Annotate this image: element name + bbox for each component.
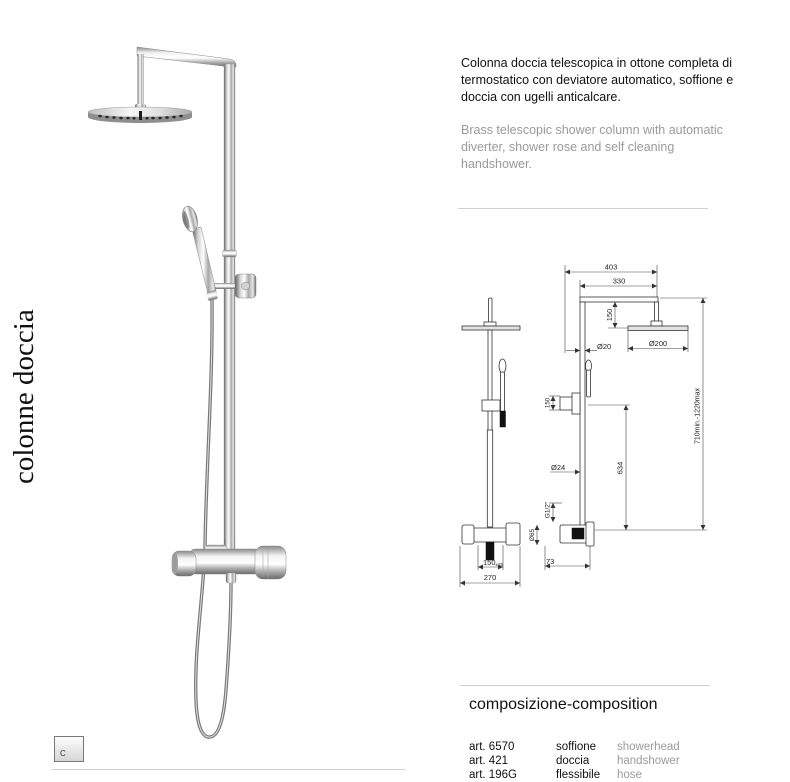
thermostatic-mixer bbox=[172, 538, 286, 583]
head-mount bbox=[651, 321, 662, 326]
holder-outline bbox=[482, 400, 500, 411]
dim-spacing: 150 bbox=[483, 558, 496, 567]
mixer-left-knob bbox=[462, 525, 474, 544]
finish-badge bbox=[54, 736, 84, 762]
item-name-english: handshower bbox=[617, 755, 680, 767]
divider bbox=[52, 769, 405, 770]
description-italian bbox=[461, 55, 733, 106]
head-pipe bbox=[489, 298, 493, 324]
side-view bbox=[529, 263, 707, 571]
overhead-shower-head bbox=[88, 104, 192, 123]
holder-clamp bbox=[572, 393, 580, 414]
description-english bbox=[461, 122, 723, 173]
section-title: colonne doccia bbox=[8, 309, 40, 484]
dim-width: 270 bbox=[483, 573, 497, 582]
composition-table bbox=[469, 740, 769, 782]
article-code: art. 196G bbox=[469, 769, 517, 781]
telescopic-joint bbox=[223, 250, 237, 257]
divider bbox=[460, 685, 710, 686]
dim-height-range: 710min.-1220max bbox=[694, 387, 702, 445]
shower-arm-drop bbox=[138, 54, 144, 106]
handshower bbox=[180, 205, 218, 301]
dim-head-diameter: Ø200 bbox=[648, 339, 668, 348]
handshower-handle-outline bbox=[501, 372, 505, 412]
handshower-head-outline bbox=[499, 359, 506, 373]
dim-holder-height: 150 bbox=[545, 397, 552, 409]
composition-row bbox=[469, 754, 769, 768]
dim-connection: G1/2" bbox=[544, 501, 552, 519]
dim-lower-pipe-diameter: Ø24 bbox=[551, 463, 566, 472]
mixer-knob-side bbox=[586, 522, 594, 546]
mixer-right-knob bbox=[506, 523, 520, 545]
product-image-shower-column bbox=[80, 40, 380, 750]
composition-row bbox=[469, 768, 769, 782]
handshower-grip bbox=[500, 411, 506, 427]
article-code: art. 421 bbox=[469, 755, 508, 767]
mixer-outlet bbox=[572, 528, 584, 539]
item-name-italian: doccia bbox=[556, 755, 590, 767]
arm-drop-outline bbox=[655, 302, 659, 322]
head-mount bbox=[484, 322, 496, 326]
divider bbox=[458, 208, 708, 209]
description-line: termostatico con deviatore automatico, soffione e bbox=[461, 73, 734, 87]
composition-title: composizione-composition bbox=[469, 696, 658, 713]
item-name-english: hose bbox=[617, 769, 642, 781]
description-line: diverter, shower rose and self cleaning bbox=[461, 140, 675, 154]
dim-flange-diameter: Ø65 bbox=[529, 528, 536, 542]
article-code: art. 6570 bbox=[469, 741, 515, 753]
shower-arm bbox=[137, 47, 236, 67]
description-line: Brass telescopic shower column with automatic bbox=[461, 123, 723, 137]
handshower-holder bbox=[214, 274, 256, 298]
item-name-english: showerhead bbox=[617, 741, 680, 753]
technical-drawing bbox=[455, 255, 715, 595]
dim-wall-offset: 73 bbox=[546, 557, 555, 566]
description-line: doccia con ugelli anticalcare. bbox=[461, 90, 621, 104]
telescopic-sleeve bbox=[487, 430, 492, 527]
column-outline bbox=[580, 302, 585, 530]
item-name-italian: flessibile bbox=[556, 769, 601, 781]
composition-row bbox=[469, 740, 769, 754]
handshower-handle-outline bbox=[587, 370, 591, 397]
item-name-italian: soffione bbox=[556, 741, 597, 753]
dim-arm-length: 330 bbox=[612, 276, 626, 286]
description-line: Colonna doccia telescopica in ottone completa di bbox=[461, 56, 733, 70]
finish-badge-label: C bbox=[60, 749, 66, 758]
front-view bbox=[460, 298, 520, 587]
shower-head-outline bbox=[628, 326, 688, 331]
dim-lower-height: 634 bbox=[615, 461, 625, 475]
dim-total-depth: 403 bbox=[604, 262, 618, 272]
dim-arm-drop: 150 bbox=[605, 308, 614, 322]
dim-pipe-diameter: Ø20 bbox=[597, 342, 612, 351]
shower-head-outline bbox=[462, 326, 520, 330]
dim-spacing-tolerance: ±25 bbox=[495, 562, 503, 567]
arm-outline bbox=[580, 297, 658, 302]
column-pipe bbox=[224, 64, 235, 550]
description-line: handshower. bbox=[461, 157, 532, 171]
